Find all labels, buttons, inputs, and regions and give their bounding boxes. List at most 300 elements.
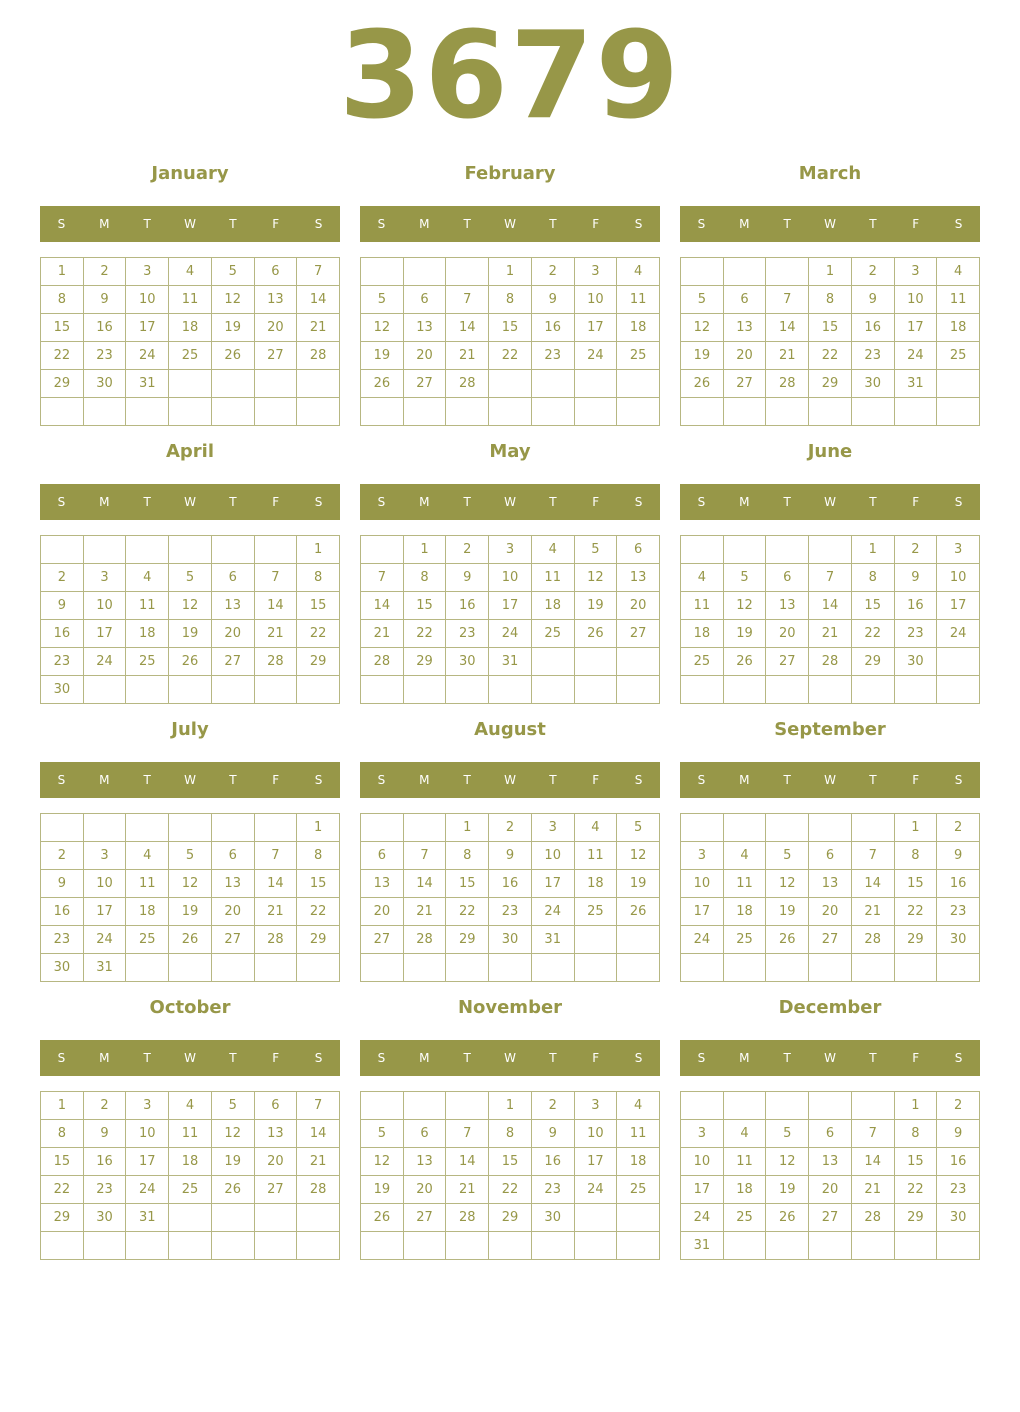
day-cell: 27 [255, 342, 298, 370]
empty-cell [724, 398, 767, 426]
day-cell: 3 [681, 842, 724, 870]
day-cell: 17 [681, 898, 724, 926]
day-cell: 4 [532, 536, 575, 564]
empty-cell [489, 398, 532, 426]
day-cell: 25 [126, 926, 169, 954]
empty-cell [212, 398, 255, 426]
empty-cell [169, 1204, 212, 1232]
day-cell: 5 [766, 1120, 809, 1148]
day-cell: 16 [937, 870, 980, 898]
empty-cell [361, 954, 404, 982]
day-cell: 2 [489, 814, 532, 842]
empty-cell [766, 258, 809, 286]
day-cell: 29 [446, 926, 489, 954]
weekday-label: T [783, 495, 791, 509]
day-cell: 20 [809, 898, 852, 926]
day-cell: 4 [937, 258, 980, 286]
day-cell: 1 [895, 814, 938, 842]
weekday-label: S [634, 217, 643, 231]
weekday-label: W [824, 495, 836, 509]
day-cell: 3 [895, 258, 938, 286]
day-cell: 8 [41, 1120, 84, 1148]
day-grid [360, 813, 660, 982]
day-cell: 7 [255, 564, 298, 592]
empty-cell [297, 398, 340, 426]
weekday-label: T [463, 773, 471, 787]
empty-cell [681, 954, 724, 982]
weekday-label: T [783, 1051, 791, 1065]
day-cell: 24 [937, 620, 980, 648]
day-cell: 4 [126, 842, 169, 870]
empty-cell [84, 1232, 127, 1260]
weekday-label: F [592, 217, 600, 231]
empty-cell [169, 398, 212, 426]
month-title: September [774, 719, 886, 740]
day-cell: 19 [575, 592, 618, 620]
day-cell: 9 [937, 1120, 980, 1148]
empty-cell [212, 370, 255, 398]
day-cell: 25 [575, 898, 618, 926]
day-cell: 20 [212, 898, 255, 926]
empty-cell [532, 398, 575, 426]
day-cell: 27 [809, 926, 852, 954]
weekday-label: M [419, 773, 430, 787]
day-cell: 6 [404, 1120, 447, 1148]
day-cell: 16 [532, 314, 575, 342]
day-cell: 17 [126, 1148, 169, 1176]
day-cell: 25 [617, 1176, 660, 1204]
day-cell: 11 [724, 870, 767, 898]
day-cell: 14 [255, 870, 298, 898]
day-cell: 17 [84, 898, 127, 926]
year-title: 3679 [339, 7, 681, 146]
day-cell: 13 [404, 1148, 447, 1176]
empty-cell [852, 814, 895, 842]
day-cell: 11 [575, 842, 618, 870]
day-cell: 26 [169, 648, 212, 676]
day-cell: 3 [126, 258, 169, 286]
day-cell: 1 [297, 536, 340, 564]
weekday-label: M [99, 1051, 110, 1065]
day-cell: 18 [169, 314, 212, 342]
month-title: July [171, 719, 209, 740]
weekday-label: S [57, 495, 66, 509]
day-cell: 14 [852, 1148, 895, 1176]
day-cell: 26 [617, 898, 660, 926]
day-cell: 8 [446, 842, 489, 870]
day-cell: 21 [809, 620, 852, 648]
day-cell: 30 [446, 648, 489, 676]
empty-cell [126, 398, 169, 426]
day-cell: 16 [446, 592, 489, 620]
day-cell: 6 [255, 258, 298, 286]
day-cell: 21 [255, 898, 298, 926]
day-cell: 25 [169, 342, 212, 370]
day-cell: 19 [617, 870, 660, 898]
day-cell: 4 [724, 842, 767, 870]
day-cell: 31 [84, 954, 127, 982]
day-cell: 13 [255, 286, 298, 314]
day-cell: 11 [724, 1148, 767, 1176]
day-cell: 23 [446, 620, 489, 648]
empty-cell [937, 954, 980, 982]
weekday-label: F [592, 1051, 600, 1065]
day-cell: 21 [297, 1148, 340, 1176]
weekday-label: S [634, 1051, 643, 1065]
day-cell: 9 [489, 842, 532, 870]
day-cell: 3 [575, 258, 618, 286]
weekday-label: T [463, 1051, 471, 1065]
day-cell: 28 [297, 342, 340, 370]
day-cell: 5 [575, 536, 618, 564]
day-cell: 24 [84, 648, 127, 676]
day-cell: 24 [575, 1176, 618, 1204]
day-cell: 2 [84, 258, 127, 286]
day-cell: 7 [446, 286, 489, 314]
empty-cell [297, 954, 340, 982]
empty-cell [809, 1092, 852, 1120]
day-cell: 4 [575, 814, 618, 842]
day-cell: 19 [766, 1176, 809, 1204]
day-cell: 29 [41, 1204, 84, 1232]
day-cell: 21 [852, 1176, 895, 1204]
day-cell: 17 [575, 314, 618, 342]
day-cell: 29 [297, 926, 340, 954]
day-cell: 11 [169, 1120, 212, 1148]
day-cell: 23 [84, 342, 127, 370]
weekday-header [40, 484, 340, 520]
empty-cell [681, 676, 724, 704]
day-cell: 16 [852, 314, 895, 342]
day-cell: 15 [895, 1148, 938, 1176]
day-cell: 19 [169, 898, 212, 926]
day-cell: 18 [532, 592, 575, 620]
day-cell: 5 [212, 258, 255, 286]
day-cell: 8 [852, 564, 895, 592]
day-cell: 13 [255, 1120, 298, 1148]
day-cell: 14 [255, 592, 298, 620]
day-cell: 30 [937, 1204, 980, 1232]
day-cell: 8 [297, 842, 340, 870]
day-cell: 19 [361, 342, 404, 370]
empty-cell [852, 676, 895, 704]
day-cell: 9 [532, 1120, 575, 1148]
day-cell: 28 [852, 926, 895, 954]
day-grid [40, 257, 340, 426]
day-cell: 1 [895, 1092, 938, 1120]
day-cell: 20 [404, 342, 447, 370]
day-grid [40, 535, 340, 704]
weekday-label: S [377, 217, 386, 231]
empty-cell [724, 1092, 767, 1120]
day-cell: 30 [852, 370, 895, 398]
weekday-header [680, 206, 980, 242]
empty-cell [126, 954, 169, 982]
empty-cell [297, 1232, 340, 1260]
weekday-label: T [143, 773, 151, 787]
day-cell: 25 [126, 648, 169, 676]
day-cell: 24 [681, 926, 724, 954]
day-cell: 10 [937, 564, 980, 592]
day-cell: 12 [575, 564, 618, 592]
weekday-header [360, 1040, 660, 1076]
day-cell: 9 [532, 286, 575, 314]
empty-cell [361, 536, 404, 564]
day-cell: 29 [895, 926, 938, 954]
empty-cell [297, 676, 340, 704]
day-cell: 11 [617, 1120, 660, 1148]
empty-cell [809, 536, 852, 564]
empty-cell [681, 814, 724, 842]
day-cell: 20 [212, 620, 255, 648]
day-cell: 19 [212, 314, 255, 342]
empty-cell [84, 676, 127, 704]
day-grid [40, 1091, 340, 1260]
day-cell: 20 [361, 898, 404, 926]
day-cell: 28 [255, 926, 298, 954]
day-cell: 6 [766, 564, 809, 592]
day-cell: 22 [895, 898, 938, 926]
weekday-label: T [143, 217, 151, 231]
day-cell: 21 [446, 1176, 489, 1204]
day-cell: 27 [766, 648, 809, 676]
empty-cell [489, 954, 532, 982]
weekday-label: S [634, 495, 643, 509]
empty-cell [84, 536, 127, 564]
day-cell: 13 [724, 314, 767, 342]
weekday-label: W [824, 217, 836, 231]
day-cell: 1 [297, 814, 340, 842]
day-grid [40, 813, 340, 982]
day-cell: 18 [617, 314, 660, 342]
day-cell: 5 [169, 842, 212, 870]
empty-cell [446, 398, 489, 426]
day-cell: 25 [937, 342, 980, 370]
weekday-label: F [592, 495, 600, 509]
day-cell: 31 [895, 370, 938, 398]
day-cell: 5 [169, 564, 212, 592]
day-grid [680, 1091, 980, 1260]
day-cell: 12 [766, 870, 809, 898]
empty-cell [575, 1204, 618, 1232]
day-cell: 19 [681, 342, 724, 370]
day-cell: 5 [617, 814, 660, 842]
weekday-label: S [697, 1051, 706, 1065]
day-cell: 24 [84, 926, 127, 954]
day-cell: 8 [41, 286, 84, 314]
day-cell: 14 [809, 592, 852, 620]
day-cell: 27 [212, 648, 255, 676]
day-cell: 10 [575, 286, 618, 314]
empty-cell [361, 676, 404, 704]
empty-cell [852, 954, 895, 982]
empty-cell [766, 536, 809, 564]
month-title: January [151, 163, 229, 184]
weekday-label: S [377, 1051, 386, 1065]
weekday-label: M [419, 1051, 430, 1065]
day-cell: 30 [84, 1204, 127, 1232]
weekday-label: S [314, 495, 323, 509]
day-cell: 1 [489, 1092, 532, 1120]
day-cell: 23 [937, 1176, 980, 1204]
day-cell: 27 [404, 1204, 447, 1232]
day-cell: 28 [361, 648, 404, 676]
day-cell: 3 [126, 1092, 169, 1120]
empty-cell [41, 398, 84, 426]
weekday-label: T [869, 773, 877, 787]
day-cell: 27 [361, 926, 404, 954]
empty-cell [212, 1204, 255, 1232]
day-cell: 21 [361, 620, 404, 648]
empty-cell [446, 676, 489, 704]
empty-cell [937, 1232, 980, 1260]
empty-cell [255, 1204, 298, 1232]
day-cell: 7 [766, 286, 809, 314]
empty-cell [169, 536, 212, 564]
weekday-label: S [377, 495, 386, 509]
empty-cell [766, 676, 809, 704]
day-cell: 6 [809, 842, 852, 870]
empty-cell [937, 676, 980, 704]
weekday-label: T [229, 495, 237, 509]
day-cell: 22 [41, 1176, 84, 1204]
day-cell: 1 [809, 258, 852, 286]
day-cell: 26 [212, 342, 255, 370]
day-cell: 10 [489, 564, 532, 592]
weekday-label: S [697, 495, 706, 509]
day-cell: 15 [852, 592, 895, 620]
day-cell: 26 [212, 1176, 255, 1204]
weekday-label: T [869, 1051, 877, 1065]
day-cell: 10 [126, 286, 169, 314]
day-cell: 9 [937, 842, 980, 870]
empty-cell [84, 814, 127, 842]
empty-cell [617, 1232, 660, 1260]
weekday-label: F [272, 773, 280, 787]
empty-cell [895, 1232, 938, 1260]
empty-cell [724, 676, 767, 704]
empty-cell [617, 648, 660, 676]
empty-cell [169, 1232, 212, 1260]
day-cell: 5 [212, 1092, 255, 1120]
weekday-label: S [697, 217, 706, 231]
day-cell: 30 [84, 370, 127, 398]
weekday-label: W [184, 773, 196, 787]
empty-cell [724, 536, 767, 564]
day-cell: 26 [169, 926, 212, 954]
day-cell: 31 [532, 926, 575, 954]
day-cell: 16 [41, 620, 84, 648]
day-cell: 24 [126, 342, 169, 370]
empty-cell [446, 1232, 489, 1260]
day-grid [360, 257, 660, 426]
day-cell: 12 [361, 1148, 404, 1176]
day-cell: 28 [404, 926, 447, 954]
day-cell: 18 [724, 1176, 767, 1204]
day-cell: 29 [852, 648, 895, 676]
day-cell: 12 [361, 314, 404, 342]
empty-cell [809, 954, 852, 982]
empty-cell [852, 398, 895, 426]
empty-cell [404, 398, 447, 426]
weekday-label: F [272, 217, 280, 231]
day-cell: 2 [532, 1092, 575, 1120]
day-cell: 23 [84, 1176, 127, 1204]
month-title: October [149, 997, 231, 1018]
empty-cell [681, 398, 724, 426]
day-cell: 2 [937, 1092, 980, 1120]
day-cell: 1 [41, 258, 84, 286]
day-cell: 24 [895, 342, 938, 370]
empty-cell [489, 370, 532, 398]
day-cell: 15 [489, 314, 532, 342]
empty-cell [255, 814, 298, 842]
empty-cell [724, 1232, 767, 1260]
empty-cell [617, 398, 660, 426]
day-cell: 13 [404, 314, 447, 342]
day-cell: 30 [895, 648, 938, 676]
day-cell: 15 [404, 592, 447, 620]
day-cell: 20 [766, 620, 809, 648]
weekday-label: F [272, 495, 280, 509]
day-cell: 10 [575, 1120, 618, 1148]
day-cell: 3 [84, 564, 127, 592]
day-cell: 28 [297, 1176, 340, 1204]
empty-cell [212, 1232, 255, 1260]
day-cell: 17 [681, 1176, 724, 1204]
day-cell: 15 [489, 1148, 532, 1176]
day-cell: 13 [766, 592, 809, 620]
weekday-label: W [504, 1051, 516, 1065]
empty-cell [41, 814, 84, 842]
day-cell: 7 [809, 564, 852, 592]
empty-cell [766, 1092, 809, 1120]
day-cell: 26 [361, 1204, 404, 1232]
empty-cell [404, 954, 447, 982]
day-cell: 19 [212, 1148, 255, 1176]
weekday-label: T [463, 217, 471, 231]
day-cell: 14 [361, 592, 404, 620]
empty-cell [404, 258, 447, 286]
day-cell: 23 [532, 1176, 575, 1204]
day-cell: 29 [809, 370, 852, 398]
empty-cell [575, 398, 618, 426]
day-cell: 16 [41, 898, 84, 926]
day-cell: 8 [489, 286, 532, 314]
day-cell: 15 [895, 870, 938, 898]
empty-cell [575, 1232, 618, 1260]
day-cell: 27 [212, 926, 255, 954]
day-cell: 18 [575, 870, 618, 898]
day-cell: 31 [489, 648, 532, 676]
day-cell: 14 [297, 286, 340, 314]
day-cell: 21 [852, 898, 895, 926]
weekday-label: M [99, 217, 110, 231]
empty-cell [361, 1232, 404, 1260]
empty-cell [766, 1232, 809, 1260]
empty-cell [575, 926, 618, 954]
day-cell: 16 [489, 870, 532, 898]
day-cell: 8 [895, 842, 938, 870]
empty-cell [617, 676, 660, 704]
day-cell: 18 [937, 314, 980, 342]
weekday-label: W [504, 217, 516, 231]
day-cell: 15 [297, 870, 340, 898]
day-cell: 24 [489, 620, 532, 648]
day-cell: 29 [895, 1204, 938, 1232]
weekday-label: F [912, 773, 920, 787]
month-title: April [165, 441, 215, 462]
